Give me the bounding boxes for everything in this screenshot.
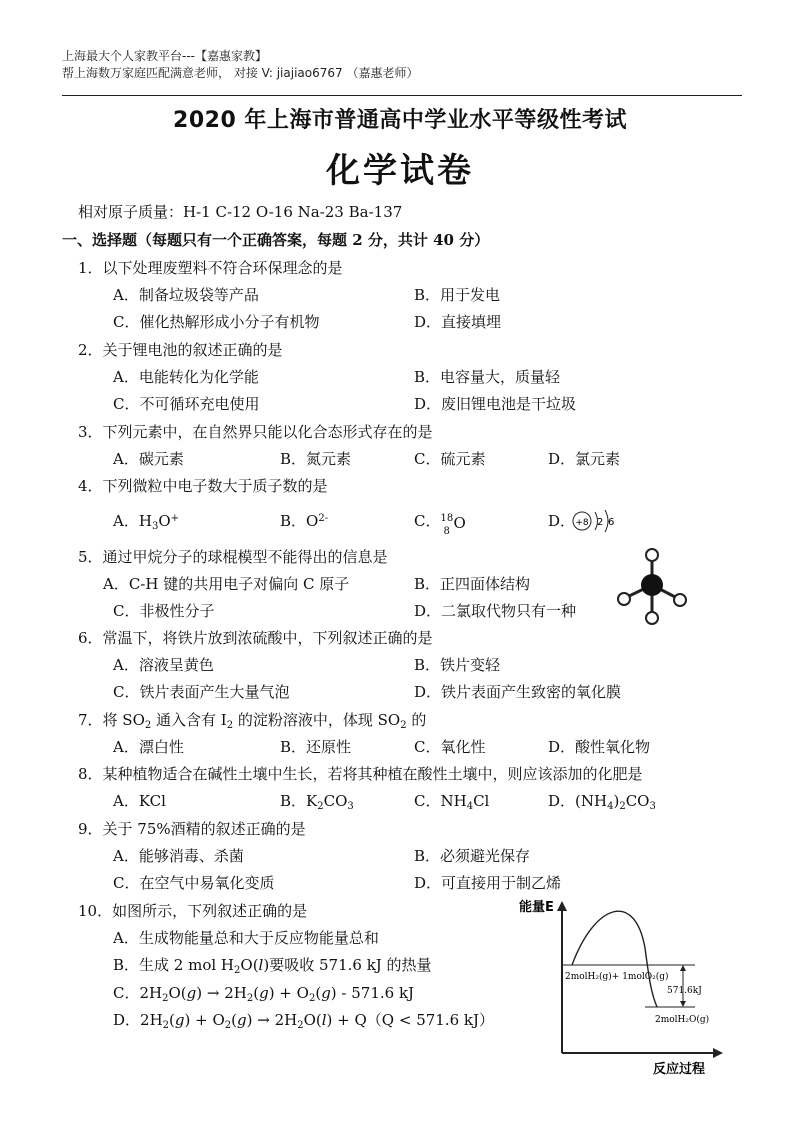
question-7-option-a: A．漂白性 — [113, 738, 184, 756]
reactants-energy-label: 2molH₂(g)+ 1molO₂(g) — [565, 972, 669, 982]
atom-structure-diagram — [570, 507, 620, 535]
question-5-option-b: B．正四面体结构 — [414, 575, 531, 593]
question-4-option-d: D． — [548, 512, 576, 530]
question-5-option-a: A．C-H 键的共用电子对偏向 C 原子 — [103, 575, 350, 593]
question-3-option-d: D．氯元素 — [548, 450, 621, 468]
exam-subtitle: 化学试卷 — [326, 151, 474, 191]
question-8-option-a: A．KCl — [113, 792, 166, 810]
shell-1-electrons: 2 — [597, 517, 604, 528]
atomic-masses: 相对原子质量：H-1 C-12 O-16 Na-23 Ba-137 — [78, 203, 403, 221]
question-9-option-b: B．必须避光保存 — [414, 847, 531, 865]
question-10-option-c: C．$2H_2O(g) \to 2H_2(g) + O_2(g) - 571.6$ kJ — [113, 984, 415, 1004]
question-10-option-b: B．生成 2 mol $H_2O(l)$要吸收 571.6 kJ 的热量 — [113, 956, 432, 976]
energy-difference-label: 571.6kJ — [667, 986, 702, 996]
header-divider — [62, 95, 742, 96]
question-2-option-d: D．废旧锂电池是干垃圾 — [414, 395, 577, 413]
question-2-option-a: A．电能转化为化学能 — [113, 368, 259, 386]
energy-diagram — [505, 893, 735, 1078]
exam-title: 2020 年上海市普通高中学业水平等级性考试 — [173, 108, 627, 133]
methane-ball-stick-model — [612, 543, 692, 628]
energy-axis-label: 能量E — [519, 900, 554, 915]
question-2-option-c: C．不可循环充电使用 — [113, 395, 260, 413]
question-2-option-b: B．电容量大，质量轻 — [414, 368, 561, 386]
question-9-option-d: D．可直接用于制乙烯 — [414, 874, 562, 892]
question-6-option-a: A．溶液呈黄色 — [113, 656, 214, 674]
question-4-stem: 4．下列微粒中电子数大于质子数的是 — [78, 477, 328, 495]
question-9-option-c: C．在空气中易氧化变质 — [113, 874, 275, 892]
question-1-stem: 1．以下处理废塑料不符合环保理念的是 — [78, 259, 343, 277]
question-1-option-d: D．直接填埋 — [414, 313, 502, 331]
question-5-stem: 5．通过甲烷分子的球棍模型不能得出的信息是 — [78, 548, 388, 566]
question-8-option-c: C．$NH_4Cl$ — [414, 792, 490, 812]
question-10-option-a: A．生成物能量总和大于反应物能量总和 — [113, 929, 379, 947]
question-2-stem: 2．关于锂电池的叙述正确的是 — [78, 341, 283, 359]
question-9-stem: 9．关于 75%酒精的叙述正确的是 — [78, 820, 306, 838]
question-4-option-c: C． 18 8 O — [414, 512, 466, 537]
question-9-option-a: A．能够消毒、杀菌 — [113, 847, 244, 865]
question-8-option-d: D．$(NH_4)_2CO_3$ — [548, 792, 656, 812]
oxygen-18-nuclide: 18 8 O — [440, 513, 466, 537]
question-7-option-b: B．还原性 — [280, 738, 352, 756]
products-energy-label: 2molH₂O(g) — [655, 1015, 710, 1025]
question-7-option-c: C．氧化性 — [414, 738, 486, 756]
question-3-stem: 3．下列元素中，在自然界只能以化合态形式存在的是 — [78, 423, 433, 441]
question-10-option-d: D．$2H_2(g) + O_2(g) \to 2H_2O(l) + Q(Q < 571.6$ kJ） — [113, 1011, 495, 1031]
question-10-stem: 10．如图所示，下列叙述正确的是 — [78, 902, 308, 920]
question-4-option-b: B．$O^{2-}$ — [280, 512, 329, 530]
question-1-option-b: B．用于发电 — [414, 286, 501, 304]
question-1-option-c: C．催化热解形成小分子有机物 — [113, 313, 320, 331]
question-7-option-d: D．酸性氧化物 — [548, 738, 651, 756]
question-6-stem: 6．常温下，将铁片放到浓硫酸中，下列叙述正确的是 — [78, 629, 433, 647]
question-6-option-b: B．铁片变轻 — [414, 656, 501, 674]
question-7-stem: 7．将 $SO_2$ 通入含有 $I_2$ 的淀粉溶液中，体现 $SO_2$ 的 — [78, 711, 427, 731]
question-8-option-b: B．$K_2CO_3$ — [280, 792, 354, 812]
question-4-option-a: A．$H_3O^+$ — [113, 512, 180, 532]
header-line-1: 上海最大个人家教平台---【嘉惠家教】 — [62, 49, 267, 63]
question-6-option-c: C．铁片表面产生大量气泡 — [113, 683, 290, 701]
nucleus-charge: +8 — [575, 518, 589, 528]
question-5-option-d: D．二氯取代物只有一种 — [414, 602, 577, 620]
question-8-stem: 8．某种植物适合在碱性土壤中生长，若将其种植在酸性土壤中，则应该添加的化肥是 — [78, 765, 643, 783]
question-5-option-c: C．非极性分子 — [113, 602, 215, 620]
header-line-2: 帮上海数万家庭匹配满意老师， 对接 V: jiajiao6767 （嘉惠老师） — [62, 66, 419, 80]
question-3-option-a: A．碳元素 — [113, 450, 184, 468]
question-6-option-d: D．铁片表面产生致密的氧化膜 — [414, 683, 622, 701]
question-1-option-a: A．制备垃圾袋等产品 — [113, 286, 259, 304]
section-heading: 一、选择题（每题只有一个正确答案，每题 2 分，共计 40 分） — [62, 231, 490, 249]
question-3-option-c: C．硫元素 — [414, 450, 486, 468]
question-3-option-b: B．氮元素 — [280, 450, 352, 468]
reaction-process-label: 反应过程 — [653, 1062, 706, 1077]
shell-2-electrons: 6 — [608, 517, 615, 528]
